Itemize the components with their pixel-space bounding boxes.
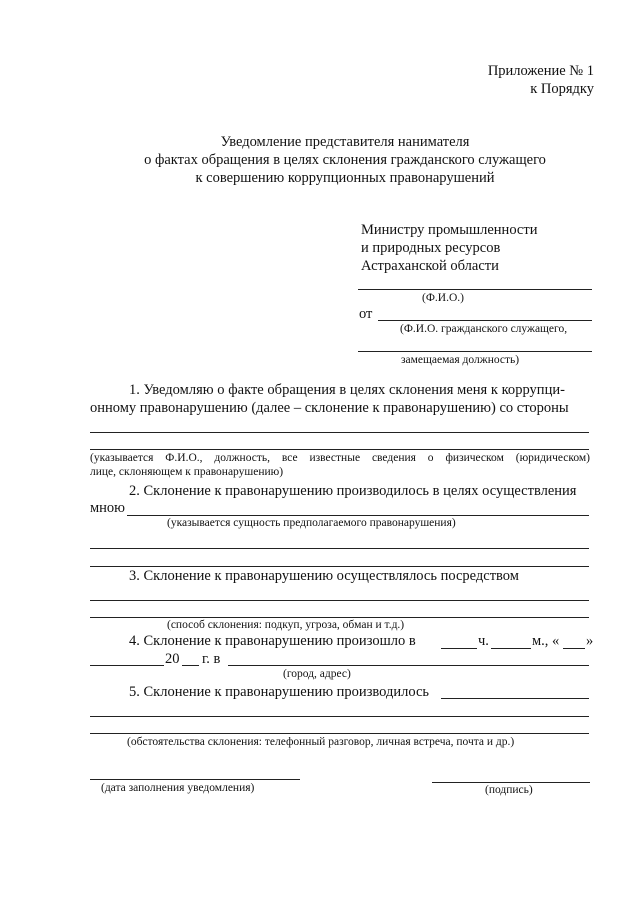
item3-blank-line-2 [90,617,589,618]
appendix-reference: к Порядку [530,81,594,97]
minutes-label: м., « [532,633,560,649]
item1-blank-line-2 [90,449,589,450]
item3-caption: (способ склонения: подкуп, угроза, обман и т.д.) [167,619,405,631]
item5-caption: (обстоятельства склонения: телефонный разговор, личная встреча, почта и др.) [127,736,515,748]
item2-blank-line-3 [90,566,589,567]
item1-caption-line-2: лице, склоняющем к правонарушению) [90,466,284,478]
location-blank [228,665,589,666]
addressee-line-3: Астраханской области [361,258,499,274]
item1-line-2: онному правонарушению (далее – склонение к правонарушению) со стороны [90,400,569,416]
item3-blank-line-1 [90,600,589,601]
from-name-line [378,320,592,321]
item4-caption: (город, адрес) [283,668,351,680]
year-suffix: г. в [202,651,221,667]
signature-caption: (подпись) [485,784,533,796]
item2-blank-line-2 [90,548,589,549]
item5-blank-line-3 [90,733,589,734]
position-caption: замещаемая должность) [401,354,520,366]
item1-line-1: 1. Уведомляю о факте обращения в целях склонения меня к коррупци- [129,382,565,398]
item5-blank-line-2 [90,716,589,717]
from-label: от [359,306,373,322]
item2-line-2: мною [90,500,126,516]
year-blank [182,665,199,666]
minister-name-line [358,289,592,290]
hours-blank [441,648,477,649]
minutes-blank [491,648,531,649]
minister-fio-caption: (Ф.И.О.) [422,292,464,304]
signature-line [432,782,590,783]
title-line-2: о фактах обращения в целях склонения гражданского служащего [144,152,546,168]
title-line-1: Уведомление представителя нанимателя [220,134,470,150]
date-signature-line [90,779,300,780]
day-blank [563,648,585,649]
date-blank [90,665,164,666]
quote-close: » [586,633,594,649]
position-line [358,351,592,352]
title-line-3: к совершению коррупционных правонарушений [195,170,495,186]
item2-blank-line-1 [127,515,589,516]
year-prefix: 20 [165,651,180,667]
hours-label: ч. [478,633,489,649]
item4-line-1: 4. Склонение к правонарушению произошло в [129,633,416,649]
item5-line-1: 5. Склонение к правонарушению производилось [129,684,430,700]
addressee-line-2: и природных ресурсов [361,240,501,256]
appendix-number: Приложение № 1 [487,63,594,79]
employee-fio-caption: (Ф.И.О. гражданского служащего, [400,323,568,335]
item1-blank-line-1 [90,432,589,433]
addressee-line-1: Министру промышленности [361,222,538,238]
item1-caption-line-1: (указывается Ф.И.О., должность, все известные сведения о физическом (юридическом) [90,452,590,464]
item2-caption: (указывается сущность предполагаемого правонарушения) [167,517,456,529]
date-caption: (дата заполнения уведомления) [101,782,255,794]
item2-line-1: 2. Склонение к правонарушению производилось в целях осуществления [129,483,577,499]
item5-blank-line-1 [441,698,589,699]
item3-line-1: 3. Склонение к правонарушению осуществлялось посредством [129,568,519,584]
